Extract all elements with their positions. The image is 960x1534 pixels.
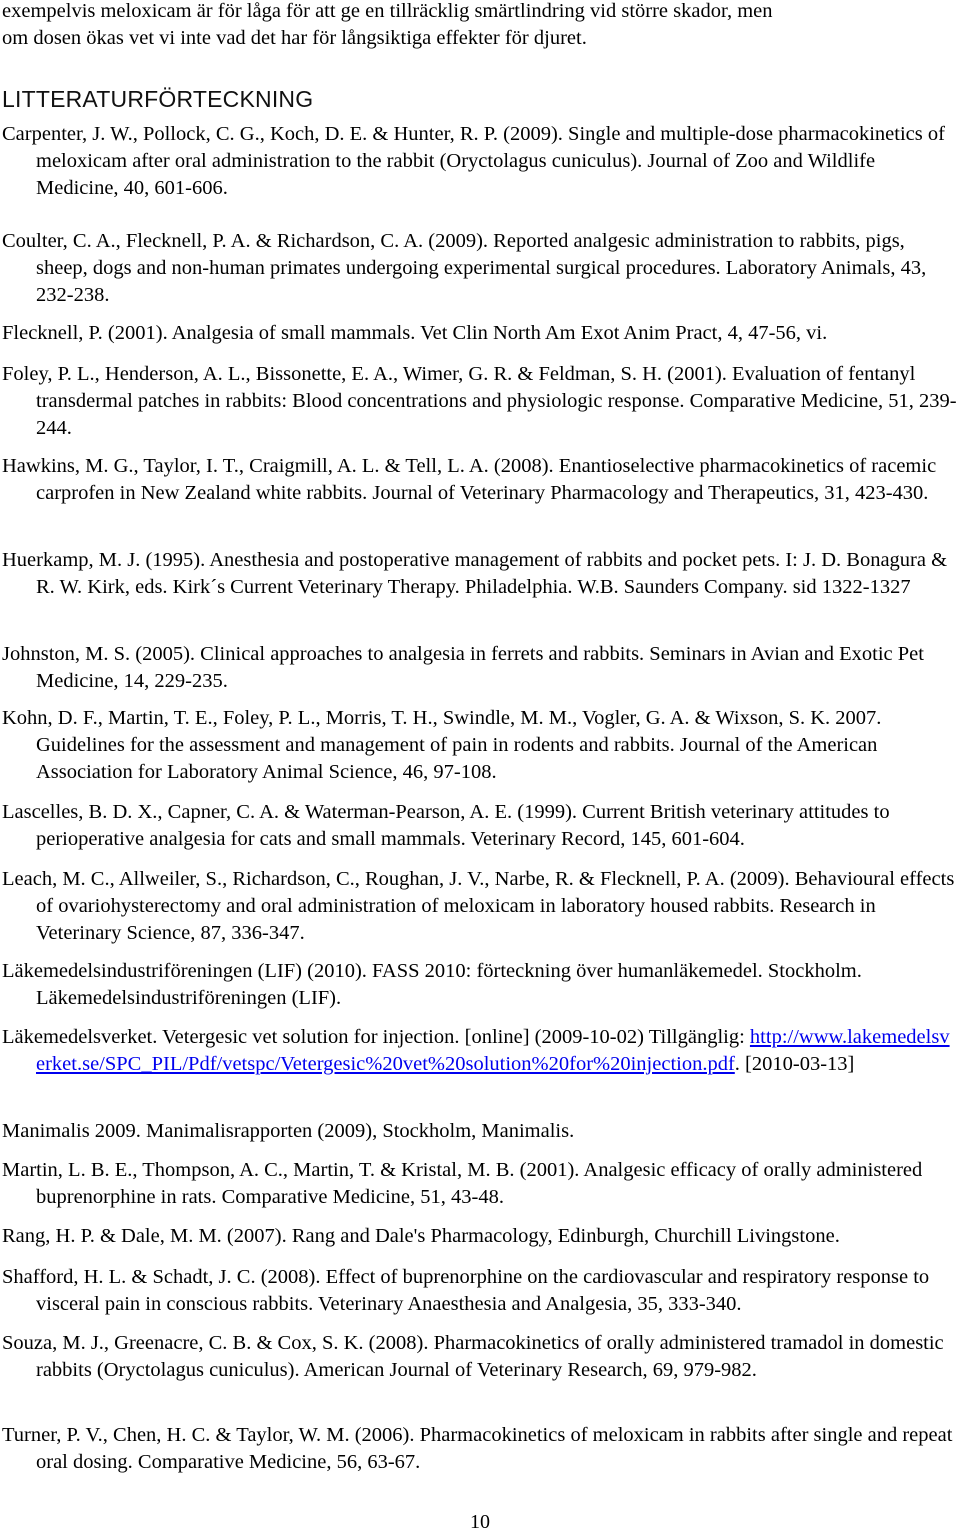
reference-item: Coulter, C. A., Flecknell, P. A. & Richardson, C. A. (2009). Reported analgesic administration to rabbits, pigs, sheep, dogs and non-human primates undergoing experimental surgical procedures. Laboratory Animals, 43, 232-238. (2, 230, 927, 306)
reference-item: Kohn, D. F., Martin, T. E., Foley, P. L., Morris, T. H., Swindle, M. M., Vogler, G. A. & Wixson, S. K. 2007. Guidelines for the assessment and management of pain in rodents and rabbits. Journal of the American Association for Laboratory Animal Science, 46, 97-108. (2, 707, 882, 783)
reference-item: Turner, P. V., Chen, H. C. & Taylor, W. M. (2006). Pharmacokinetics of meloxicam in rabbits after single and repeat oral dosing. Comparative Medicine, 56, 63-67. (2, 1424, 953, 1473)
section-heading: LITTERATURFÖRTECKNING (2, 86, 314, 112)
reference-item: Souza, M. J., Greenacre, C. B. & Cox, S. K. (2008). Pharmacokinetics of orally administered tramadol in domestic rabbits (Oryctolagus cuniculus). American Journal of Veterinary Research, 69, 979-982. (2, 1332, 944, 1381)
reference-suffix: . [2010-03-13] (734, 1053, 855, 1075)
reference-item: Carpenter, J. W., Pollock, C. G., Koch, D. E. & Hunter, R. P. (2009). Single and multiple-dose pharmacokinetics of meloxicam after oral administration to the rabbit (Oryctolagus cuniculus). Journal of Zoo and Wildlife Medicine, 40, 601-606. (2, 123, 945, 199)
reference-item: Hawkins, M. G., Taylor, I. T., Craigmill, A. L. & Tell, L. A. (2008). Enantioselective pharmacokinetics of racemic carprofen in New Zealand white rabbits. Journal of Veterinary Pharmacology and Therapeutics, 31, 423-430. (2, 455, 937, 504)
reference-prefix: Läkemedelsverket. Vetergesic vet solution for injection. [online] (2009-10-02) Tillgänglig: (2, 1026, 750, 1048)
intro-line-2: om dosen ökas vet vi inte vad det har för långsiktiga effekter för djuret. (2, 27, 587, 49)
reference-item-lakemedelsverket (2, 1024, 957, 1078)
page-number: 10 (470, 1511, 490, 1533)
reference-item: Lascelles, B. D. X., Capner, C. A. & Waterman-Pearson, A. E. (1999). Current British veterinary attitudes to perioperative analgesia for cats and small mammals. Veterinary Record, 145, 601-604. (2, 801, 890, 850)
reference-item: Shafford, H. L. & Schadt, J. C. (2008). Effect of buprenorphine on the cardiovascular and respiratory response to visceral pain in conscious rabbits. Veterinary Anaesthesia and Analgesia, 35, 333-340. (2, 1266, 930, 1315)
reference-item: Foley, P. L., Henderson, A. L., Bissonette, E. A., Wimer, G. R. & Feldman, S. H. (2001). Evaluation of fentanyl transdermal patches in rabbits: Blood concentrations and physiologic response. Comparative Medicine, 51, 239-244. (2, 363, 957, 439)
reference-item: Huerkamp, M. J. (1995). Anesthesia and postoperative management of rabbits and pocket pets. I: J. D. Bonagura & R. W. Kirk, eds. Kirk´s Current Veterinary Therapy. Philadelphia. W.B. Saunders Company. sid 1322-1327 (2, 549, 948, 598)
reference-item: Johnston, M. S. (2005). Clinical approaches to analgesia in ferrets and rabbits. Seminars in Avian and Exotic Pet Medicine, 14, 229-235. (2, 643, 924, 692)
reference-item: Leach, M. C., Allweiler, S., Richardson, C., Roughan, J. V., Narbe, R. & Flecknell, P. A. (2009). Behavioural effects of ovariohysterectomy and oral administration of meloxicam in laboratory housed rabbits. Research in Veterinary Science, 87, 336-347. (2, 868, 955, 944)
reference-item: Manimalis 2009. Manimalisrapporten (2009), Stockholm, Manimalis. (2, 1120, 575, 1142)
intro-line-1: exempelvis meloxicam är för låga för att ge en tillräcklig smärtlindring vid större skador, men (2, 0, 773, 22)
reference-item: Martin, L. B. E., Thompson, A. C., Martin, T. & Kristal, M. B. (2001). Analgesic efficacy of orally administered buprenorphine in rats. Comparative Medicine, 51, 43-48. (2, 1159, 923, 1208)
pdf-link[interactable]: http://www.lakemedelsverket.se/SPC_PIL/Pdf/vetspc/Vetergesic%20vet%20solution%20for%20injection.pdf (36, 1026, 950, 1075)
reference-item: Läkemedelsindustriföreningen (LIF) (2010). FASS 2010: förteckning över humanläkemedel. Stockholm. Läkemedelsindustriföreningen (LIF). (2, 960, 862, 1009)
reference-item: Flecknell, P. (2001). Analgesia of small mammals. Vet Clin North Am Exot Anim Pract, 4, 47-56, vi. (2, 322, 828, 344)
reference-item: Rang, H. P. & Dale, M. M. (2007). Rang and Dale's Pharmacology, Edinburgh, Churchill Livingstone. (2, 1225, 840, 1247)
